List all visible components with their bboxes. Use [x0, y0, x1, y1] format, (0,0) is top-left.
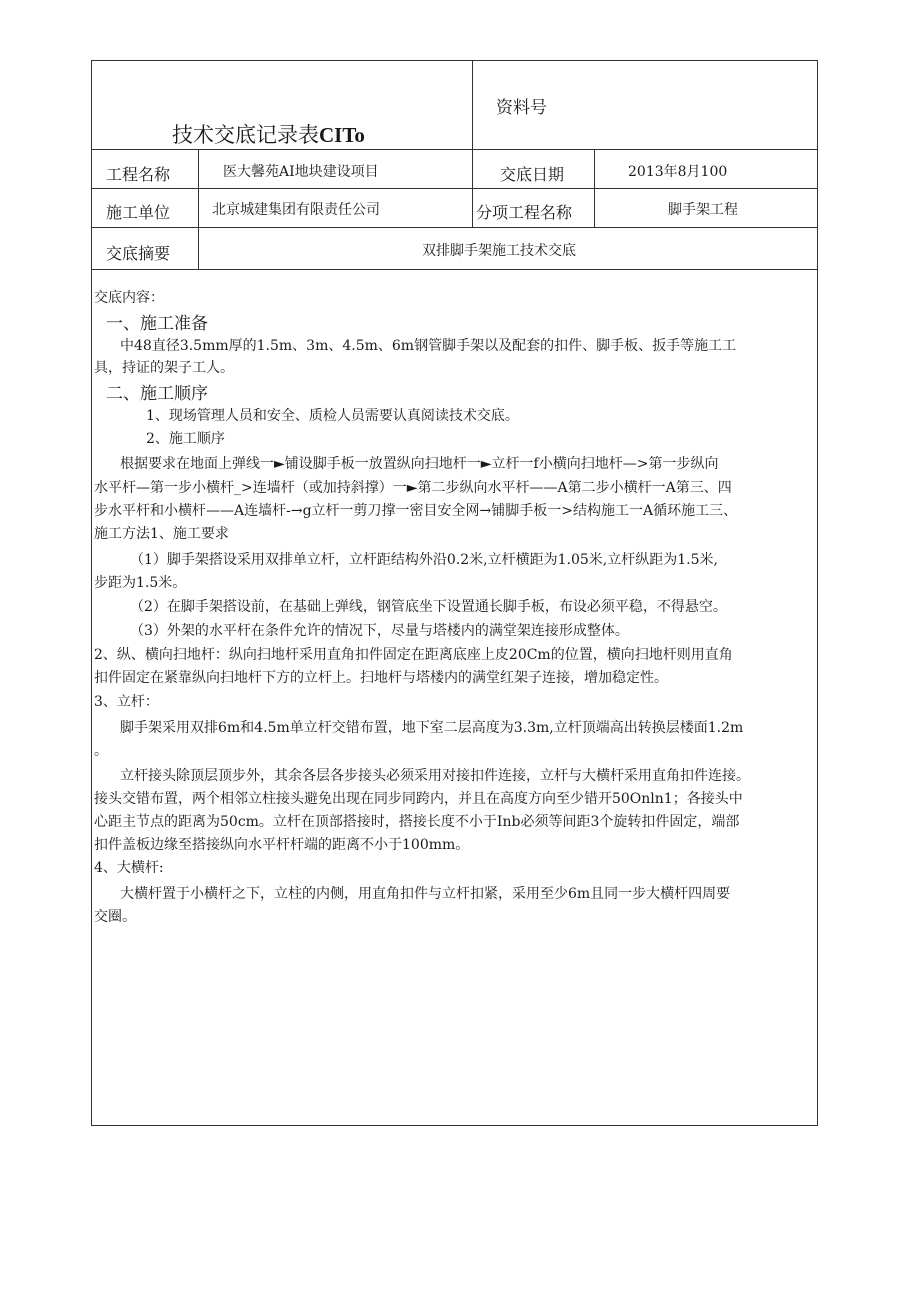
subitem-label: 分项工程名称 [476, 203, 573, 222]
col-divider [472, 61, 473, 227]
paragraph-line: 大横杆置于小横杆之下，立柱的内侧，用直角扣件与立杆扣紧，采用至少6m且同一步大横杆四周要 [120, 886, 731, 902]
summary-value: 双排脚手架施工技术交底 [422, 243, 576, 259]
paragraph-line: 扣件盖板边缘至搭接纵向水平杆杆端的距离不小于100mm。 [94, 837, 470, 853]
paragraph-line: 交圈。 [94, 909, 136, 925]
paragraph-line: （3）外架的水平杆在条件允许的情况下，尽量与塔楼内的满堂架连接形成整体。 [130, 623, 629, 639]
subsection-heading: 4、大横杆: [94, 860, 164, 876]
paragraph-line: 水平杆—第一步小横杆_>连墙杆（或加持斜撑）一►第二步纵向水平杆——A第二步小横杆一A第三、四 [94, 480, 732, 496]
date-value: 2013年8月100 [628, 164, 728, 180]
doc-number-label: 资料号 [496, 98, 547, 118]
paragraph-line: 接头交错布置，两个相邻立柱接头避免出现在同步同跨内，并且在高度方向至少错开50Onln1；各接头中 [94, 791, 743, 807]
list-item: 1、现场管理人员和安全、质检人员需要认真阅读技术交底。 [146, 408, 519, 424]
paragraph-line: 2、纵、横向扫地杆：纵向扫地杆采用直角扣件固定在距离底座上皮20Cm的位置，横向扫地杆则用直角 [94, 647, 733, 663]
paragraph-line: 根据要求在地面上弹线一►铺设脚手板一放置纵向扫地杆一►立杆一f小横向扫地杆—>第一步纵向 [120, 456, 719, 472]
paragraph-line: 中48直径3.5mm厚的1.5m、3m、4.5m、6m钢管脚手架以及配套的扣件、脚手板、扳手等施工工 [120, 338, 737, 354]
page-title: 技术交底记录表CITo [172, 123, 365, 147]
subitem-value: 脚手架工程 [668, 202, 738, 218]
paragraph-line: 具，持证的架子工人。 [94, 360, 234, 376]
content-intro: 交底内容： [94, 290, 164, 306]
paragraph-line: 扣件固定在紧靠纵向扫地杆下方的立杆上。扫地杆与塔楼内的满堂红架子连接，增加稳定性。 [94, 670, 668, 686]
paragraph-line: 心距主节点的距离为50cm。立杆在顶部搭接时，搭接长度不小于Inb必须等间距3个旋转扣件固定，端部 [94, 814, 740, 830]
paragraph-line: 施工方法1、施工要求 [94, 526, 229, 542]
paragraph-line: 。 [94, 743, 108, 759]
unit-value: 北京城建集团有限责任公司 [212, 202, 380, 218]
paragraph-line: 步水平杆和小横杆——A连墙杆-→g立杆一剪刀撑一密目安全网→铺脚手板一>结构施工一A循环施工三、 [94, 503, 738, 519]
paragraph-line: 步距为1.5米。 [94, 575, 187, 591]
row-divider [92, 269, 817, 270]
subsection-heading: 3、立杆： [94, 694, 159, 710]
section-heading: 二、施工顺序 [106, 384, 208, 404]
paragraph-line: 脚手架采用双排6m和4.5m单立杆交错布置，地下室二层高度为3.3m,立杆顶端高出转换层楼面1.2m [120, 720, 744, 736]
col-divider [198, 149, 199, 269]
paragraph-line: （1）脚手架搭设采用双排单立杆，立杆距结构外沿0.2米,立杆横距为1.05米,立杆纵距为1.5米, [130, 552, 718, 568]
section-heading: 一、施工准备 [106, 314, 208, 334]
record-sheet [91, 60, 818, 1126]
row-divider [92, 188, 817, 189]
project-name-label: 工程名称 [106, 165, 171, 184]
paragraph-line: （2）在脚手架搭设前，在基础上弹线，钢管底坐下设置通长脚手板，布设必须平稳，不得悬空。 [130, 599, 727, 615]
list-item: 2、施工顺序 [146, 431, 225, 447]
row-divider [92, 227, 817, 228]
title-code: CITo [319, 123, 365, 147]
unit-label: 施工单位 [106, 203, 171, 222]
summary-label: 交底摘要 [106, 244, 171, 263]
paragraph-line: 立杆接头除顶层顶步外，其余各层各步接头必须采用对接扣件连接，立杆与大横杆采用直角扣件连接。 [120, 768, 750, 784]
project-name-value: 医大馨苑AI地块建设项目 [223, 164, 379, 180]
date-label: 交底日期 [500, 165, 565, 184]
col-divider [594, 149, 595, 227]
row-divider [92, 149, 817, 150]
